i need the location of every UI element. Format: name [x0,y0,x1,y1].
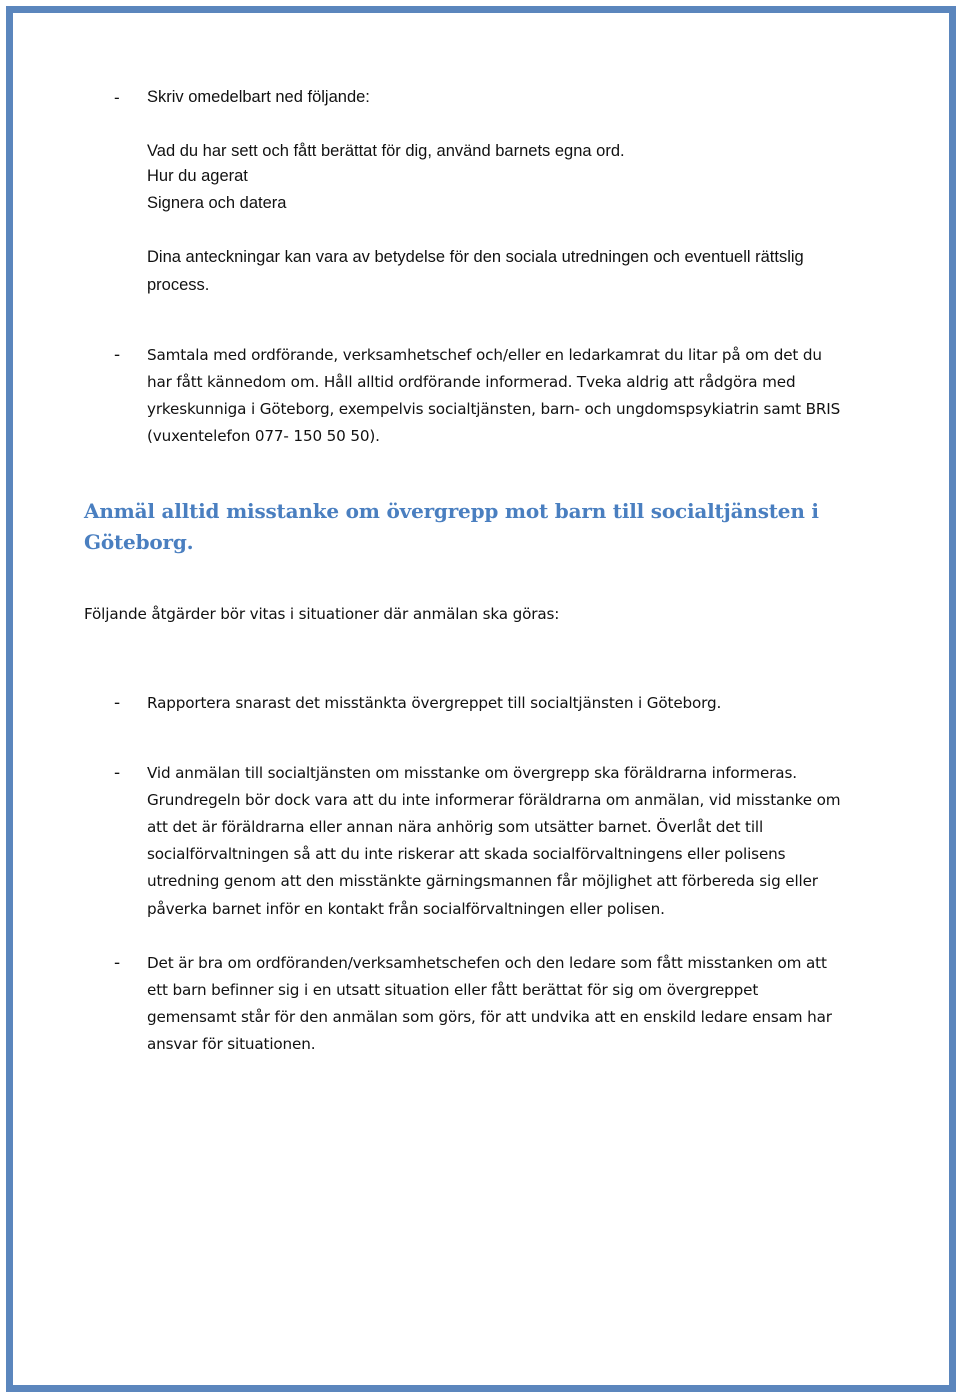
note-line: Dina anteckningar kan vara av betydelse för den sociala utredningen och eventuell rättslig [147,248,804,266]
bullet-line: utredning genom att den misstänkte gärningsmannen får möjlighet att förbereda sig eller [147,872,818,890]
bullet-line: Det är bra om ordföranden/verksamhetschefen och den ledare som fått misstanken om att [147,954,827,972]
bullet-line: Vid anmälan till socialtjänsten om misstanke om övergrepp ska föräldrarna informeras. [147,764,797,782]
intro-text: Följande åtgärder bör vitas i situationer där anmälan ska göras: [84,605,560,623]
bullet-dash: - [114,345,120,365]
bullet-line: att det är föräldrarna eller annan nära anhörig som utsätter barnet. Överlåt det till [147,818,764,836]
note-line: process. [147,276,210,294]
bullet-line: Rapportera snarast det misstänkta övergreppet till socialtjänsten i Göteborg. [147,694,722,712]
section-heading: Anmäl alltid misstanke om övergrepp mot barn till socialtjänsten i [84,499,819,523]
bullet-line: Grundregeln bör dock vara att du inte informerar föräldrarna om anmälan, vid misstanke om [147,791,841,809]
paragraph-line: har fått kännedom om. Håll alltid ordförande informerad. Tveka aldrig att rådgöra med [147,373,796,391]
paragraph-line: (vuxentelefon 077- 150 50 50). [147,427,380,445]
section-heading: Göteborg. [84,530,194,554]
bullet-line: ett barn befinner sig i en utsatt situation eller fått berättat för sig om övergreppet [147,981,759,999]
list-line: Hur du agerat [147,167,248,185]
paragraph-line: yrkeskunniga i Göteborg, exempelvis socialtjänsten, barn- och ungdomspsykiatrin samt BRIS [147,400,841,418]
bullet-dash: - [114,693,120,713]
bullet-dash: - [114,953,120,973]
bullet-line: gemensamt står för den anmälan som görs, för att undvika att en enskild ledare ensam har [147,1008,832,1026]
bullet-dash: - [114,88,120,107]
bullet-line: socialförvaltningen så att du inte riskerar att skada socialförvaltningens eller polisens [147,845,786,863]
bullet-line: påverka barnet inför en kontakt från socialförvaltningen eller polisen. [147,900,665,918]
list-line: Signera och datera [147,194,287,212]
list-line: Vad du har sett och fått berättat för dig, använd barnets egna ord. [147,142,625,160]
bullet-dash: - [114,763,120,783]
bullet-text: Skriv omedelbart ned följande: [147,88,370,106]
paragraph-line: Samtala med ordförande, verksamhetschef och/eller en ledarkamrat du litar på om det du [147,346,822,364]
bullet-line: ansvar för situationen. [147,1035,316,1053]
